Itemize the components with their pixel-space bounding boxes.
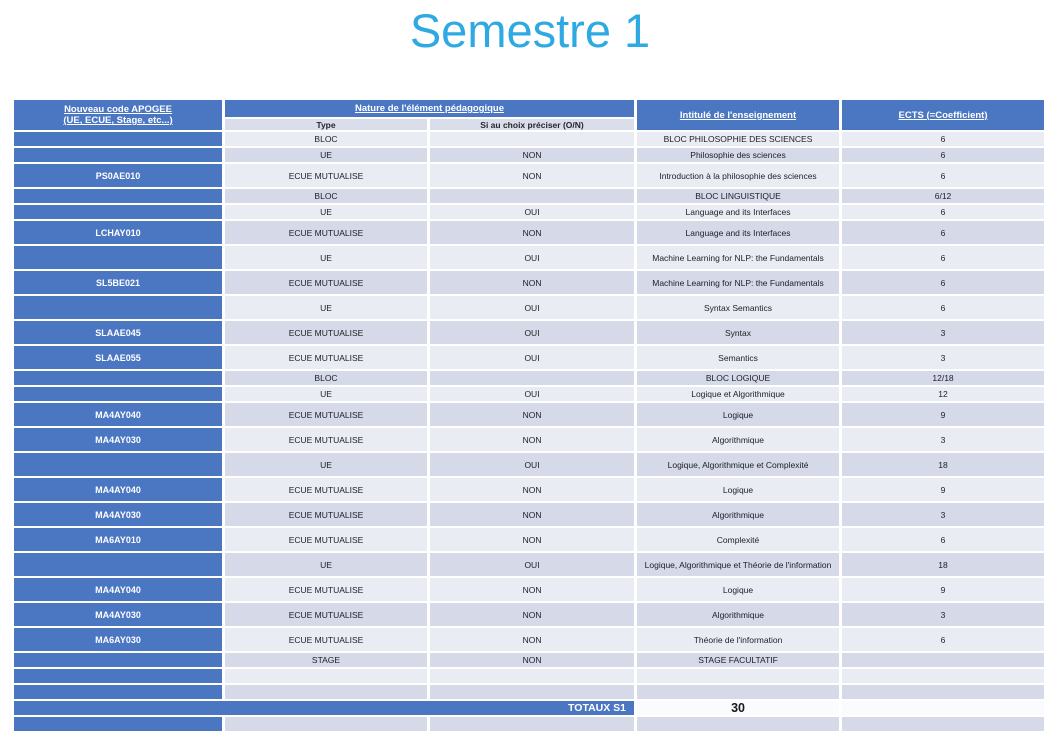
table-row [14,148,1044,162]
type-cell: ECUE MUTUALISE [225,271,427,294]
ects-cell: 6 [842,246,1044,269]
choix-cell: OUI [430,553,634,576]
table-row [14,528,1044,551]
intitule-cell: Machine Learning for NLP: the Fundamentals [637,246,839,269]
type-cell: BLOC [225,132,427,146]
intitule-cell: Théorie de l'information [637,628,839,651]
code-cell: PS0AE010 [14,164,222,187]
intitule-cell: Algorithmique [637,603,839,626]
ects-cell: 9 [842,578,1044,601]
ects-cell: 18 [842,453,1044,476]
table-row [14,685,1044,699]
header-choix: Si au choix préciser (O/N) [430,119,634,130]
ects-cell: 18 [842,553,1044,576]
intitule-cell: Logique [637,478,839,501]
table-row [14,371,1044,385]
intitule-cell: Logique et Algorithmique [637,387,839,401]
ects-cell: 9 [842,478,1044,501]
code-cell [14,653,222,667]
code-cell [14,205,222,219]
type-cell: ECUE MUTUALISE [225,578,427,601]
ects-cell: 12 [842,387,1044,401]
type-cell: ECUE MUTUALISE [225,403,427,426]
choix-cell: OUI [430,321,634,344]
choix-cell: NON [430,528,634,551]
type-cell: ECUE MUTUALISE [225,321,427,344]
table-row [14,387,1044,401]
header-code-apogee [14,100,222,130]
choix-cell: NON [430,428,634,451]
code-cell [14,387,222,401]
table-row [14,669,1044,683]
ects-cell [842,717,1044,731]
code-cell: LCHAY010 [14,221,222,244]
type-cell: UE [225,148,427,162]
semester-table [11,98,1047,733]
choix-cell: NON [430,221,634,244]
choix-cell: NON [430,403,634,426]
table-row [14,453,1044,476]
ects-cell: 6 [842,271,1044,294]
choix-cell [430,371,634,385]
type-cell: UE [225,553,427,576]
ects-cell: 3 [842,321,1044,344]
ects-cell [842,653,1044,667]
intitule-cell: BLOC LINGUISTIQUE [637,189,839,203]
table-row [14,478,1044,501]
table-row [14,428,1044,451]
code-cell [14,685,222,699]
ects-cell: 12/18 [842,371,1044,385]
table-body [14,132,1044,731]
ects-cell: 6 [842,148,1044,162]
table-row [14,503,1044,526]
code-cell [14,371,222,385]
intitule-cell: Algorithmique [637,428,839,451]
header-type: Type [225,119,427,130]
table-row [14,321,1044,344]
ects-cell: 6 [842,221,1044,244]
intitule-cell: BLOC LOGIQUE [637,371,839,385]
code-cell [14,453,222,476]
code-cell [14,132,222,146]
table-row [14,578,1044,601]
intitule-cell: Logique [637,578,839,601]
ects-cell: 9 [842,403,1044,426]
ects-cell: 6 [842,296,1044,319]
header-nature: Nature de l'élément pédagogique [225,100,634,117]
choix-cell: NON [430,578,634,601]
intitule-cell: Complexité [637,528,839,551]
intitule-cell [637,685,839,699]
choix-cell: OUI [430,296,634,319]
choix-cell: OUI [430,453,634,476]
table-row [14,246,1044,269]
table-row [14,403,1044,426]
ects-cell: 6/12 [842,189,1044,203]
type-cell: ECUE MUTUALISE [225,528,427,551]
table-row [14,296,1044,319]
code-cell: SL5BE021 [14,271,222,294]
table-row [14,132,1044,146]
type-cell: ECUE MUTUALISE [225,164,427,187]
choix-cell [430,132,634,146]
ects-cell: 6 [842,528,1044,551]
intitule-cell: BLOC PHILOSOPHIE DES SCIENCES [637,132,839,146]
type-cell: BLOC [225,189,427,203]
type-cell: UE [225,296,427,319]
intitule-cell: Syntax Semantics [637,296,839,319]
intitule-cell: Logique, Algorithmique et Théorie de l'information [637,553,839,576]
table-row [14,628,1044,651]
intitule-cell: Philosophie des sciences [637,148,839,162]
intitule-cell: Semantics [637,346,839,369]
choix-cell [430,189,634,203]
code-cell [14,717,222,731]
choix-cell [430,685,634,699]
table-row [14,164,1044,187]
table-row [14,717,1044,731]
table-row [14,653,1044,667]
choix-cell [430,669,634,683]
header-ects: ECTS (=Coefficient) [842,100,1044,130]
table-row [14,603,1044,626]
code-cell [14,246,222,269]
type-cell: ECUE MUTUALISE [225,603,427,626]
intitule-cell: Syntax [637,321,839,344]
totals-label-cell: TOTAUX S1 [14,701,634,715]
code-cell: MA6AY010 [14,528,222,551]
code-cell: MA6AY030 [14,628,222,651]
ects-cell: 3 [842,428,1044,451]
type-cell: UE [225,246,427,269]
intitule-cell: STAGE FACULTATIF [637,653,839,667]
choix-cell: NON [430,603,634,626]
type-cell: ECUE MUTUALISE [225,346,427,369]
intitule-cell [637,669,839,683]
type-cell: UE [225,205,427,219]
table-row [14,205,1044,219]
table-row [14,189,1044,203]
type-cell [225,717,427,731]
intitule-cell: Language and its Interfaces [637,221,839,244]
code-cell [14,553,222,576]
code-cell: SLAAE045 [14,321,222,344]
code-cell: MA4AY030 [14,428,222,451]
choix-cell: NON [430,271,634,294]
type-cell: ECUE MUTUALISE [225,428,427,451]
intitule-cell [637,717,839,731]
ects-cell [842,685,1044,699]
page-title: Semestre 1 [409,4,651,57]
totals-value-cell: 30 [637,701,839,715]
table-row [14,271,1044,294]
choix-cell: NON [430,628,634,651]
code-cell: SLAAE055 [14,346,222,369]
type-cell: UE [225,387,427,401]
type-cell [225,669,427,683]
type-cell: ECUE MUTUALISE [225,221,427,244]
choix-cell: NON [430,653,634,667]
ects-cell: 3 [842,503,1044,526]
table-row [14,346,1044,369]
ects-cell: 6 [842,164,1044,187]
choix-cell: NON [430,148,634,162]
ects-cell: 6 [842,628,1044,651]
intitule-cell: Logique [637,403,839,426]
header-code-line2: (UE, ECUE, Stage, etc...) [63,115,173,126]
code-cell: MA4AY040 [14,478,222,501]
choix-cell: NON [430,164,634,187]
ects-cell: 3 [842,603,1044,626]
code-cell: MA4AY030 [14,603,222,626]
choix-cell: NON [430,478,634,501]
header-code-line1: Nouveau code APOGEE [64,104,172,115]
code-cell: MA4AY040 [14,403,222,426]
code-cell: MA4AY030 [14,503,222,526]
type-cell: BLOC [225,371,427,385]
ects-cell: 6 [842,132,1044,146]
type-cell: ECUE MUTUALISE [225,628,427,651]
intitule-cell: Algorithmique [637,503,839,526]
choix-cell: OUI [430,246,634,269]
choix-cell: OUI [430,387,634,401]
type-cell: UE [225,453,427,476]
code-cell [14,189,222,203]
type-cell [225,685,427,699]
table-row [14,553,1044,576]
ects-cell: 6 [842,205,1044,219]
intitule-cell: Machine Learning for NLP: the Fundamentals [637,271,839,294]
intitule-cell: Introduction à la philosophie des sciences [637,164,839,187]
type-cell: ECUE MUTUALISE [225,503,427,526]
choix-cell: NON [430,503,634,526]
intitule-cell: Language and its Interfaces [637,205,839,219]
ects-cell: 3 [842,346,1044,369]
table-row [14,701,1044,715]
code-cell: MA4AY040 [14,578,222,601]
totals-ects-cell [842,701,1044,715]
ects-cell [842,669,1044,683]
code-cell [14,148,222,162]
choix-cell [430,717,634,731]
code-cell [14,296,222,319]
choix-cell: OUI [430,346,634,369]
choix-cell: OUI [430,205,634,219]
type-cell: ECUE MUTUALISE [225,478,427,501]
type-cell: STAGE [225,653,427,667]
intitule-cell: Logique, Algorithmique et Complexité [637,453,839,476]
table-row [14,221,1044,244]
header-intitule: Intitulé de l'enseignement [637,100,839,130]
code-cell [14,669,222,683]
